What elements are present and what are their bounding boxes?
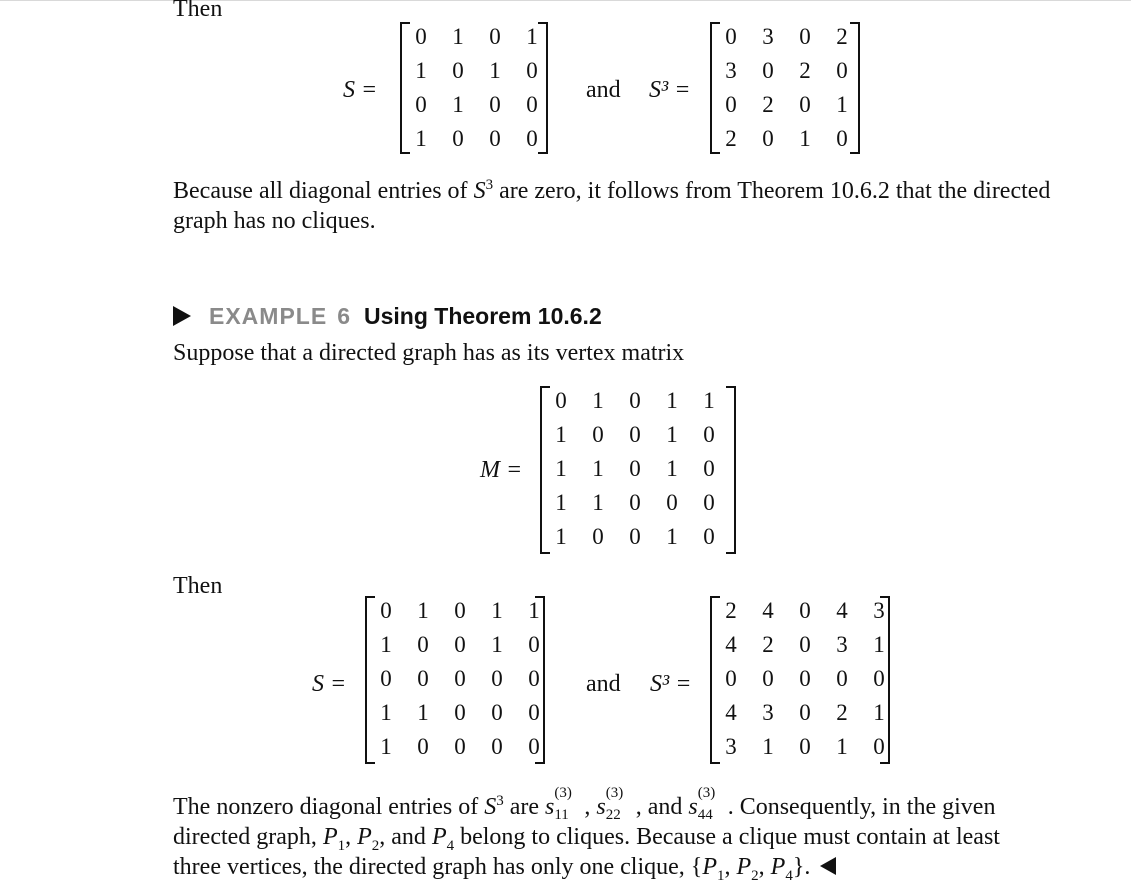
matrix-cell: 2 [725,126,737,151]
matrix-cell: 0 [873,734,885,759]
matrix-cell: 3 [762,700,774,725]
matrix-cell: 1 [873,632,885,657]
s-symbol: S [484,794,497,820]
matrix-cell: 0 [799,632,811,657]
matrix-cell: 1 [452,92,464,117]
s3-matrix-top [710,22,860,154]
sub: 11 [554,807,569,823]
matrix-cell: 3 [725,58,737,83]
matrix-cell: 1 [592,490,604,515]
matrix-cell: 0 [762,126,774,151]
matrix-cell: 0 [836,126,848,151]
matrix-cell: 0 [415,24,427,49]
matrix-cell: 1 [555,456,567,481]
matrix-cell: 2 [762,632,774,657]
matrix-cell: 0 [629,524,641,549]
triangle-right-icon [173,306,191,326]
s-matrix-top [400,22,548,154]
matrix-cell: 0 [592,524,604,549]
matrix-cell: 0 [417,666,429,691]
matrix-cell: 4 [762,598,774,623]
then-label-top: Then [173,0,223,22]
top-divider [0,0,1131,1]
matrix-cell: 0 [629,490,641,515]
text: . Consequently, in the given [727,794,996,820]
matrix-cell: 1 [417,598,429,623]
matrix-cell: 1 [417,700,429,725]
text: }. [792,854,811,880]
text: The nonzero diagonal entries of [173,794,485,820]
sub: 4 [785,867,793,884]
conclusion-line-3 [173,852,1053,882]
matrix-cell: 4 [725,632,737,657]
matrix-cell: 3 [873,598,885,623]
m-equals-label: M = [480,457,523,483]
s-entry: s [596,794,606,820]
p-symbol: P [357,824,372,850]
sup: (3) [697,785,716,801]
matrix-cell: 1 [666,388,678,413]
p-symbol: P [736,854,752,880]
para-text-2: are zero, it follows from Theorem 10.6.2 that the directed graph has no cliques. [173,178,1051,234]
matrix-cell: 0 [592,422,604,447]
matrix-cell: 0 [526,58,538,83]
matrix-cell: 2 [836,24,848,49]
comma: , [584,794,591,820]
matrix-cell: 3 [836,632,848,657]
sub: 4 [446,837,455,854]
conclusion-line-1 [173,785,1053,823]
matrix-cell: 0 [703,456,715,481]
matrix-cell: 1 [762,734,774,759]
sep: , [724,854,737,880]
paragraph-no-cliques [173,176,1053,236]
matrix-cell: 1 [415,126,427,151]
text: three vertices, the directed graph has only one clique, { [173,854,703,880]
matrix-cell: 0 [836,58,848,83]
vertex-matrix-m [540,386,736,554]
matrix-cell: 0 [528,666,540,691]
sub: 1 [716,867,725,884]
matrix-cell: 0 [799,24,811,49]
matrix-cell: 1 [836,92,848,117]
matrix-cell: 0 [491,666,503,691]
matrix-cell: 0 [454,734,466,759]
p-symbol: P [770,854,786,880]
s-equals-label-example: S = [312,671,347,697]
matrix-cell: 1 [555,422,567,447]
matrix-cell: 0 [799,666,811,691]
entry-22 [605,785,636,823]
matrix-cell: 3 [725,734,737,759]
matrix-cell: 0 [725,92,737,117]
entry-44 [697,785,728,823]
matrix-cell: 0 [526,126,538,151]
matrix-cell: 1 [836,734,848,759]
text: directed graph, [173,824,323,850]
matrix-cell: 0 [629,388,641,413]
sup: (3) [605,785,624,801]
matrix-cell: 1 [415,58,427,83]
matrix-cell: 3 [762,24,774,49]
matrix-cell: 0 [799,598,811,623]
matrix-cell: 0 [452,126,464,151]
matrix-cell: 0 [799,92,811,117]
sup: 3 [496,793,504,809]
matrix-cell: 0 [528,734,540,759]
matrix-cell: 1 [555,490,567,515]
s3-equals-label-top: S³ = [649,77,691,103]
sep: , [345,824,358,850]
s-entry: s [545,794,555,820]
matrix-cell: 0 [452,58,464,83]
text: belong to cliques. Because a clique must contain at least [454,824,1000,850]
matrix-cell: 0 [491,734,503,759]
and-label-top: and [586,77,621,103]
matrix-cell: 0 [836,666,848,691]
right-bracket [726,386,736,554]
s3-matrix-example [710,596,890,764]
and-label-example: and [586,671,621,697]
p-symbol: P [702,854,717,880]
matrix-cell: 0 [489,24,501,49]
matrix-cell: 0 [380,598,392,623]
example-title: Using Theorem 10.6.2 [363,303,602,329]
matrix-cell: 4 [836,598,848,623]
matrix-cell: 2 [725,598,737,623]
sub: 2 [371,837,380,854]
matrix-cell: 1 [666,456,678,481]
matrix-cell: 1 [592,456,604,481]
matrix-cell: 1 [489,58,501,83]
matrix-cell: 0 [762,666,774,691]
example-heading [173,299,602,333]
matrix-cell: 0 [666,490,678,515]
matrix-cell: 1 [380,734,392,759]
matrix-cell: 2 [762,92,774,117]
sup: (3) [554,785,572,801]
p-symbol: P [431,824,447,850]
matrix-cell: 1 [452,24,464,49]
matrix-cell: 0 [555,388,567,413]
matrix-cell: 0 [454,666,466,691]
matrix-cell: 0 [454,632,466,657]
matrix-cell: 1 [873,700,885,725]
s-entry: s [688,794,698,820]
sub: 2 [751,867,759,884]
matrix-cell: 1 [526,24,538,49]
matrix-cell: 0 [703,422,715,447]
entry-11 [554,785,584,823]
s-matrix-example [365,596,545,764]
matrix-cell: 1 [491,598,503,623]
matrix-cell: 0 [380,666,392,691]
p-symbol: P [322,824,338,850]
matrix-cell: 0 [528,632,540,657]
matrix-cell: 0 [629,456,641,481]
matrix-cell: 1 [703,388,715,413]
matrix-cell: 0 [489,92,501,117]
matrix-cell: 1 [666,524,678,549]
text: , and [635,794,689,820]
para-text: Because all diagonal entries of [173,178,474,204]
matrix-cell: 0 [703,524,715,549]
matrix-cell: 0 [799,700,811,725]
matrix-cell: 0 [417,632,429,657]
matrix-cell: 0 [491,700,503,725]
matrix-cell: 0 [725,666,737,691]
sub: 1 [337,837,346,854]
matrix-cell: 2 [836,700,848,725]
s-equals-label-top: S = [343,77,378,103]
conclusion-paragraph [173,785,1053,884]
matrix-cell: 2 [799,58,811,83]
sub: 22 [605,807,621,823]
matrix-cell: 1 [380,632,392,657]
matrix-cell: 1 [491,632,503,657]
para-s: S [473,178,486,204]
matrix-cell: 0 [873,666,885,691]
matrix-cell: 0 [703,490,715,515]
matrix-cell: 0 [725,24,737,49]
example-label: EXAMPLE [209,303,328,329]
matrix-cell: 0 [629,422,641,447]
example-number: 6 [337,303,350,329]
para-sup: 3 [485,177,494,193]
matrix-cell: 0 [454,700,466,725]
matrix-cell: 0 [526,92,538,117]
matrix-cell: 1 [666,422,678,447]
matrix-cell: 0 [528,700,540,725]
matrix-cell: 1 [592,388,604,413]
s3-equals-label-example: S³ = [650,671,692,697]
matrix-cell: 0 [454,598,466,623]
end-of-example-icon [820,857,836,875]
matrix-cell: 1 [528,598,540,623]
matrix-cell: 4 [725,700,737,725]
matrix-cell: 0 [417,734,429,759]
matrix-cell: 1 [799,126,811,151]
matrix-cell: 0 [799,734,811,759]
matrix-cell: 0 [489,126,501,151]
matrix-cell: 1 [555,524,567,549]
sep: , and [379,824,432,850]
sep: , [758,854,771,880]
sub: 44 [697,807,713,823]
matrix-cell: 0 [415,92,427,117]
matrix-cell: 0 [762,58,774,83]
example-intro: Suppose that a directed graph has as its vertex matrix [173,340,685,366]
then-label-example: Then [173,573,223,599]
text: are [503,794,546,820]
matrix-cell: 1 [380,700,392,725]
